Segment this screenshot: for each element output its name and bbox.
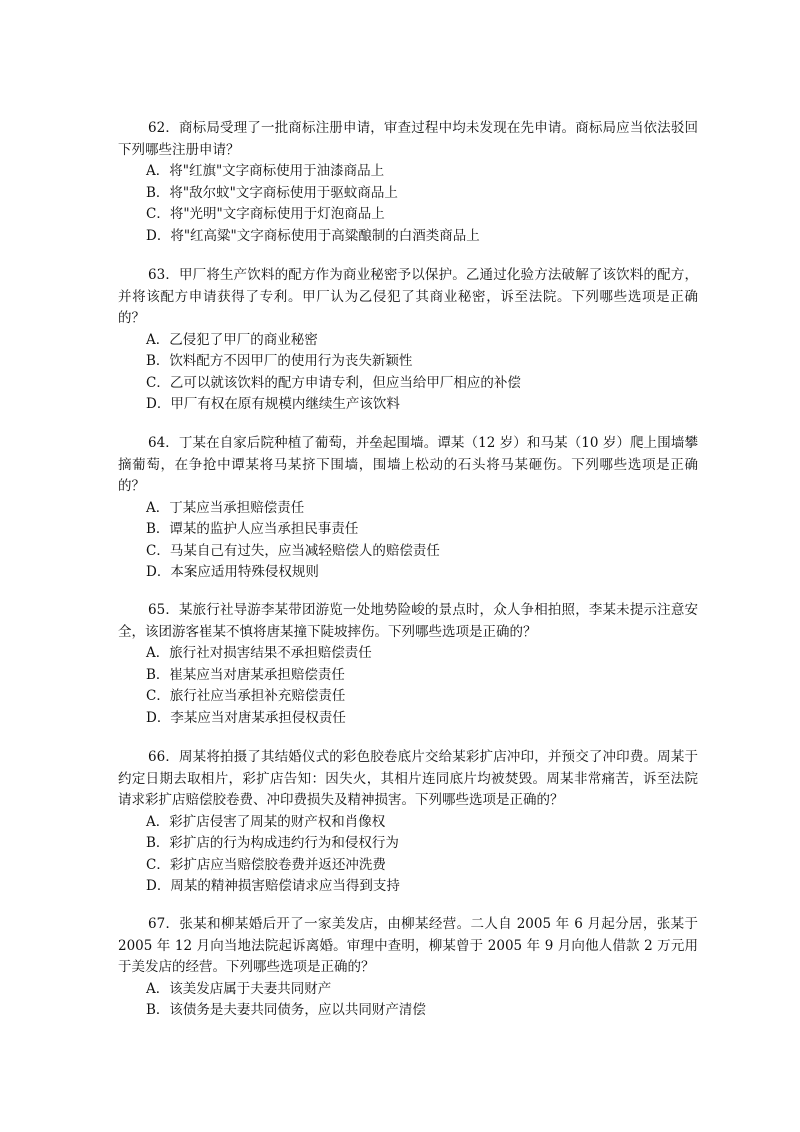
option-a: A．该美发店属于夫妻共同财产 (146, 980, 332, 997)
option-c: C．彩扩店应当赔偿胶卷费并返还冲洗费 (146, 856, 386, 873)
option-d: D．李某应当对唐某承担侵权责任 (146, 709, 346, 726)
option-b: B．彩扩店的行为构成违约行为和侵权行为 (146, 835, 399, 851)
option-c: C．将"光明"文字商标使用于灯泡商品上 (146, 206, 385, 222)
question-stem: 66．周某将拍摄了其结婚仪式的彩色胶卷底片交给某彩扩店冲印，并预交了冲印费。周某于约定日期去取相片，彩扩店告知：因失火，其相片连同底片均被焚毁。周某非常痛苦，诉至法院请求彩扩店赔偿胶卷费、冲印费损失及精神损害。下列哪些选项是正确的？ (118, 749, 698, 808)
question-stem: 64．丁某在自家后院种植了葡萄，并垒起围墙。谭某（12 岁）和马某（10 岁）爬上围墙攀摘葡萄，在争抢中谭某将马某挤下围墙，围墙上松动的石头将马某砸伤。下列哪些选项是正确的？ (118, 435, 698, 494)
question-64 (118, 433, 698, 584)
option-d: D．周某的精神损害赔偿请求应当得到支持 (146, 878, 400, 894)
option-d: D．甲厂有权在原有规模内继续生产该饮料 (146, 396, 400, 412)
option-b: B．该债务是夫妻共同债务，应以共同财产清偿 (146, 1002, 426, 1018)
question-stem: 62．商标局受理了一批商标注册申请，审查过程中均未发现在先申请。商标局应当依法驳回下列哪些注册申请？ (118, 120, 698, 158)
question-65 (118, 600, 698, 729)
question-63 (118, 265, 698, 416)
option-d: D．将"红高粱"文字商标使用于高粱酿制的白酒类商品上 (146, 227, 480, 244)
option-a: A．丁某应当承担赔偿责任 (146, 499, 305, 516)
option-c: C．旅行社应当承担补充赔偿责任 (146, 688, 346, 704)
option-d: D．本案应适用特殊侵权规则 (146, 564, 319, 580)
option-c: C．乙可以就该饮料的配方申请专利，但应当给甲厂相应的补偿 (146, 374, 521, 391)
option-a: A．乙侵犯了甲厂的商业秘密 (146, 331, 318, 348)
option-c: C．马某自己有过失，应当减轻赔偿人的赔偿责任 (146, 542, 440, 559)
option-b: B．崔某应当对唐某承担赔偿责任 (146, 666, 345, 683)
question-stem: 67．张某和柳某婚后开了一家美发店，由柳某经营。二人自 2005 年 6 月起分居，张某于 2005 年 12 月向当地法院起诉离婚。审理中查明，柳某曾于 2005 年 9 月向他人借款 2 万元用于美发店的经营。下列哪些选项是正确的？ (118, 916, 698, 975)
option-a: A．将"红旗"文字商标使用于油漆商品上 (146, 163, 385, 179)
option-a: A．彩扩店侵害了周某的财产权和肖像权 (146, 813, 386, 830)
question-62 (118, 118, 698, 247)
option-b: B．饮料配方不因甲厂的使用行为丧失新颖性 (146, 353, 413, 369)
option-b: B．将"敌尔蚊"文字商标使用于驱蚊商品上 (146, 184, 398, 201)
question-67 (118, 914, 698, 1022)
question-stem: 65．某旅行社导游李某带团游览一处地势险峻的景点时，众人争相拍照，李某未提示注意安全，该团游客崔某不慎将唐某撞下陡坡摔伤。下列哪些选项是正确的？ (118, 602, 698, 640)
option-a: A．旅行社对损害结果不承担赔偿责任 (146, 645, 372, 661)
option-b: B．谭某的监护人应当承担民事责任 (146, 521, 359, 537)
question-66 (118, 747, 698, 898)
question-stem: 63．甲厂将生产饮料的配方作为商业秘密予以保护。乙通过化验方法破解了该饮料的配方，并将该配方申请获得了专利。甲厂认为乙侵犯了其商业秘密，诉至法院。下列哪些选项是正确的？ (118, 267, 698, 326)
